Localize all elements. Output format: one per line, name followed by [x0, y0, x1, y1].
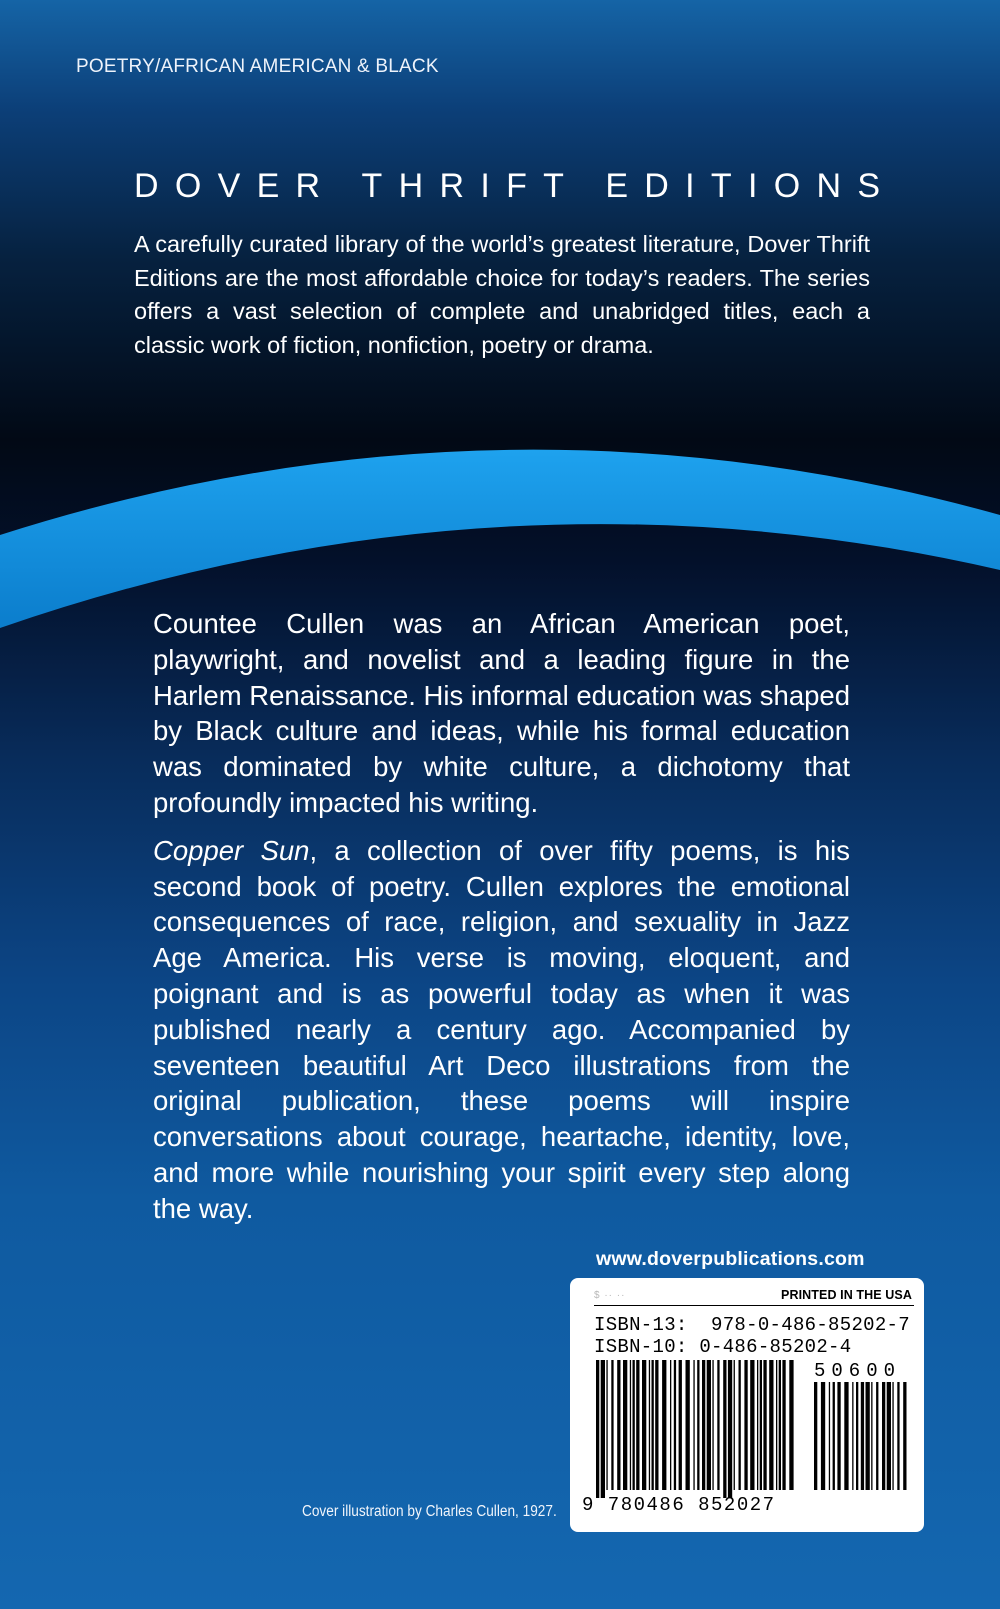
barcode-bar: [611, 1360, 613, 1490]
barcode-bar: [837, 1382, 840, 1490]
barcode-bar: [712, 1360, 713, 1490]
barcode-bar: [760, 1360, 762, 1490]
barcode-bar: [856, 1382, 858, 1490]
barcode-bar: [662, 1360, 666, 1490]
category-label: POETRY/AFRICAN AMERICAN & BLACK: [76, 56, 439, 77]
printed-in-usa: PRINTED IN THE USA: [781, 1288, 912, 1302]
description-paragraph-2-text: , a collection of over fifty poems, is his second book of poetry. Cullen explores the emotional consequences of race, religion, and sexuality in Jazz Age America. His verse is moving, eloquent, and poignant and is as powerful today as when it was published nearly a century ago. Accompanied by seventeen beautiful Art Deco illustrations from the original publication, these poems will inspire conversations about courage, heartache, identity, love, and more while nourishing your spirit every step along the way.: [153, 834, 851, 1224]
barcode-bar: [623, 1360, 627, 1490]
barcode-bar: [789, 1360, 793, 1490]
description-paragraph-1: Countee Cullen was an African American poet, playwright, and novelist and a leading figure in the Harlem Renaissance. His informal education was shaped by Black culture and ideas, while his formal education was dominated by white culture, a dichotomy that profoundly impacted his writing.: [153, 608, 851, 818]
barcode-bar: [734, 1360, 735, 1490]
barcode-bar: [782, 1360, 785, 1490]
book-description: [153, 606, 850, 1239]
barcode-bar: [679, 1360, 682, 1490]
barcode-bar: [636, 1360, 639, 1490]
isbn-13-value: 978-0-486-85202-7: [711, 1314, 910, 1336]
barcode-bar: [852, 1382, 853, 1490]
barcode-bar: [882, 1382, 885, 1490]
barcode-bar: [606, 1360, 607, 1490]
barcode-bar: [757, 1360, 758, 1490]
barcode-bar: [763, 1360, 766, 1490]
barcode-bar: [866, 1382, 870, 1490]
website-link[interactable]: www.doverpublications.com: [596, 1248, 865, 1270]
barcode-bar: [655, 1360, 658, 1490]
barcode-bar: [776, 1360, 777, 1490]
barcode-bar: [617, 1360, 620, 1490]
book-title: Copper Sun: [153, 834, 310, 866]
barcode-bar: [596, 1360, 599, 1498]
series-blurb: A carefully curated library of the world’s greatest literature, Dover Thrift Editions are the most affordable choice for today’s readers. The series offers a vast selection of complete and unabridged titles, each a classic work of fiction, nonfiction, poetry or drama.: [134, 231, 870, 358]
barcode-bar: [670, 1360, 671, 1490]
barcode-bar: [887, 1382, 891, 1490]
series-title: DOVER THRIFT EDITIONS: [134, 167, 897, 205]
barcode-bar: [750, 1360, 754, 1490]
barcode-bar: [717, 1360, 719, 1490]
barcode-bar: [728, 1360, 732, 1498]
price-text: $ ·· ··: [594, 1290, 626, 1301]
isbn-13-label: ISBN-13:: [594, 1314, 688, 1336]
cover-illustration-credit: Cover illustration by Charles Cullen, 1927.: [302, 1503, 557, 1520]
barcode-bar: [876, 1382, 878, 1490]
barcode-box: [570, 1278, 924, 1532]
barcode-bar: [897, 1382, 899, 1490]
barcode-bar: [707, 1360, 711, 1490]
barcode-bar: [630, 1360, 631, 1490]
ean-digits: 9 780486 852027: [582, 1494, 776, 1516]
barcode-bar: [892, 1382, 893, 1490]
barcode-bar: [744, 1360, 747, 1490]
barcode-bar: [652, 1360, 654, 1490]
barcode-bar: [769, 1360, 773, 1490]
barcode-bar: [697, 1360, 699, 1490]
description-paragraph-2: [153, 833, 850, 1227]
barcode-bar: [829, 1382, 830, 1490]
barcode-bar: [642, 1360, 646, 1490]
barcode-bar: [702, 1360, 705, 1490]
barcode-bar: [833, 1382, 835, 1490]
barcode-bar: [903, 1382, 906, 1490]
isbn-10-value: 0-486-85202-4: [699, 1336, 852, 1358]
barcode-bar: [649, 1360, 650, 1490]
barcode-bar: [723, 1360, 726, 1498]
barcode-bar: [844, 1382, 848, 1490]
barcode-bar: [779, 1360, 781, 1490]
barcode-bar: [739, 1360, 741, 1490]
barcode-bar: [674, 1360, 676, 1490]
isbn-10-label: ISBN-10:: [594, 1336, 688, 1358]
barcode-bar: [693, 1360, 694, 1490]
barcode-bar: [861, 1382, 864, 1490]
addon-digits: 50600: [814, 1360, 902, 1382]
barcode-bar: [821, 1382, 825, 1490]
barcode-bar: [633, 1360, 635, 1490]
barcode-bar: [814, 1382, 817, 1490]
barcode-bar: [601, 1360, 605, 1498]
barcode-bar: [686, 1360, 690, 1490]
barcode-bar: [871, 1382, 872, 1490]
